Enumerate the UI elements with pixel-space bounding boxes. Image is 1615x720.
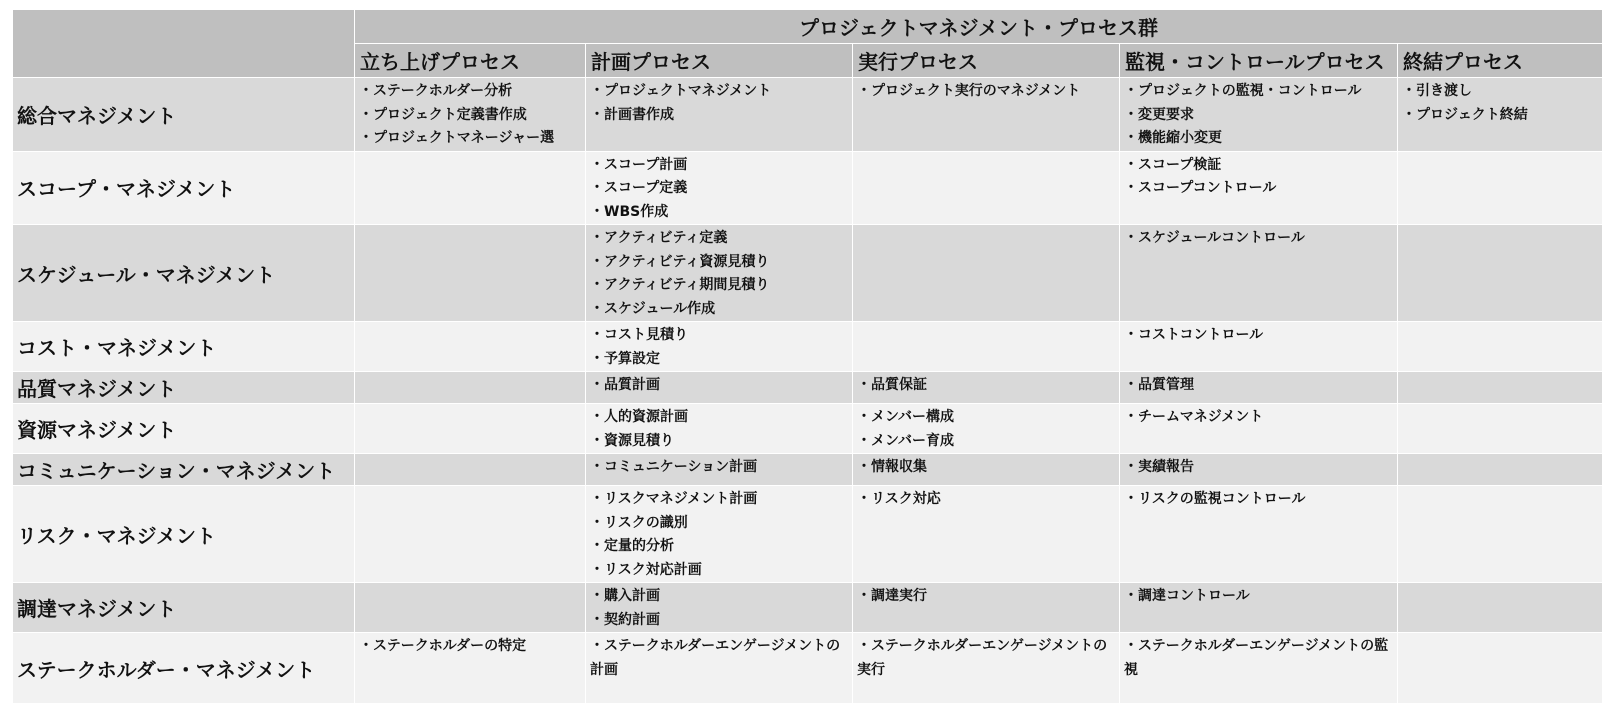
cell-planning	[586, 78, 853, 152]
knowledge-area-label: スケジュール・マネジメント	[13, 225, 355, 322]
cell-monitoring-controlling	[1120, 486, 1398, 583]
process-item: ・情報収集	[857, 459, 927, 475]
process-item: ・スコープコントロール	[1124, 180, 1277, 196]
cell-monitoring-controlling	[1120, 372, 1398, 404]
process-item: ・スコープ検証	[1124, 156, 1222, 173]
process-item: ・定量的分析	[590, 538, 674, 554]
process-item: ・コストコントロール	[1124, 327, 1264, 343]
cell-executing	[853, 583, 1120, 633]
column-header-planning: 計画プロセス	[586, 44, 853, 78]
process-item: ・ステークホルダーエンゲージメントの計画	[590, 638, 841, 678]
process-item: ・ステークホルダー分析	[359, 83, 513, 99]
cell-monitoring-controlling	[1120, 78, 1398, 152]
process-item: ・プロジェクトの監視・コントロール	[1124, 83, 1362, 99]
column-header-initiating: 立ち上げプロセス	[355, 44, 586, 78]
cell-monitoring-controlling	[1120, 151, 1398, 225]
knowledge-area-label: 品質マネジメント	[13, 372, 355, 404]
process-item: ・スコープ計画	[590, 156, 688, 173]
process-item: ・ステークホルダーの特定	[359, 638, 527, 654]
process-item: ・スケジュールコントロール	[1124, 230, 1305, 246]
knowledge-area-label: 調達マネジメント	[13, 583, 355, 633]
process-item: ・リスクの監視コントロール	[1124, 491, 1306, 507]
cell-planning	[586, 372, 853, 404]
cell-executing	[853, 322, 1120, 372]
process-item: ・コスト見積り	[590, 327, 688, 343]
corner-cell	[13, 10, 355, 78]
cell-closing	[1398, 78, 1603, 152]
process-item: ・計画書作成	[590, 106, 674, 123]
cell-monitoring-controlling	[1120, 454, 1398, 486]
table-row	[13, 151, 1603, 225]
process-item: ・購入計画	[590, 588, 660, 604]
table-row	[13, 633, 1603, 704]
cell-initiating	[355, 486, 586, 583]
knowledge-area-label: スコープ・マネジメント	[13, 151, 355, 225]
process-item: ・リスクマネジメント計画	[590, 491, 758, 507]
process-table	[12, 9, 1603, 704]
cell-monitoring-controlling	[1120, 225, 1398, 322]
process-item: ・品質計画	[590, 377, 660, 393]
column-header-executing: 実行プロセス	[853, 44, 1120, 78]
table-row	[13, 372, 1603, 404]
process-item: ・リスク対応	[857, 491, 941, 507]
knowledge-area-label: リスク・マネジメント	[13, 486, 355, 583]
process-group-header: プロジェクトマネジメント・プロセス群	[355, 10, 1603, 44]
table-row	[13, 322, 1603, 372]
cell-planning	[586, 322, 853, 372]
column-header-monitoring-controlling: 監視・コントロールプロセス	[1120, 44, 1398, 78]
cell-planning	[586, 583, 853, 633]
cell-initiating	[355, 583, 586, 633]
table-row	[13, 78, 1603, 152]
process-item: ・アクティビティ資源見積り	[590, 253, 770, 270]
cell-initiating	[355, 78, 586, 152]
cell-executing	[853, 404, 1120, 454]
process-item: ・人的資源計画	[590, 409, 688, 425]
cell-executing	[853, 151, 1120, 225]
cell-executing	[853, 633, 1120, 704]
knowledge-area-label: 資源マネジメント	[13, 404, 355, 454]
process-item: ・スコープ定義	[590, 180, 688, 196]
process-item: ・品質保証	[857, 377, 927, 393]
cell-initiating	[355, 322, 586, 372]
cell-planning	[586, 151, 853, 225]
knowledge-area-label: ステークホルダー・マネジメント	[13, 633, 355, 704]
cell-closing	[1398, 372, 1603, 404]
cell-initiating	[355, 372, 586, 404]
cell-closing	[1398, 404, 1603, 454]
cell-planning	[586, 225, 853, 322]
cell-monitoring-controlling	[1120, 583, 1398, 633]
process-item: ・リスクの識別	[590, 514, 688, 531]
cell-executing	[853, 372, 1120, 404]
cell-closing	[1398, 486, 1603, 583]
cell-closing	[1398, 633, 1603, 704]
process-item: ・メンバー構成	[857, 409, 955, 425]
cell-initiating	[355, 225, 586, 322]
table-row	[13, 454, 1603, 486]
process-item: ・ステークホルダーエンゲージメントの実行	[857, 638, 1108, 678]
process-item: ・リスク対応計画	[590, 561, 702, 578]
cell-monitoring-controlling	[1120, 322, 1398, 372]
cell-closing	[1398, 322, 1603, 372]
knowledge-area-label: 総合マネジメント	[13, 78, 355, 152]
process-item: ・プロジェクト実行のマネジメント	[857, 83, 1081, 99]
cell-initiating	[355, 151, 586, 225]
process-item: ・機能縮小変更	[1124, 130, 1222, 146]
table-body	[13, 78, 1603, 704]
cell-closing	[1398, 454, 1603, 486]
process-item: ・契約計画	[590, 611, 660, 628]
cell-closing	[1398, 151, 1603, 225]
cell-initiating	[355, 454, 586, 486]
column-header-closing: 終結プロセス	[1398, 44, 1603, 78]
process-item: ・プロジェクト定義書作成	[359, 106, 527, 123]
process-item: ・WBS作成	[590, 203, 669, 220]
cell-closing	[1398, 225, 1603, 322]
cell-executing	[853, 454, 1120, 486]
cell-monitoring-controlling	[1120, 633, 1398, 704]
knowledge-area-label: コスト・マネジメント	[13, 322, 355, 372]
table-row	[13, 225, 1603, 322]
process-item: ・プロジェクトマネージャー選	[359, 130, 555, 146]
process-matrix	[12, 9, 1603, 704]
process-item: ・アクティビティ定義	[590, 230, 728, 246]
process-item: ・コミュニケーション計画	[590, 459, 758, 475]
process-item: ・プロジェクトマネジメント	[590, 83, 772, 99]
cell-executing	[853, 486, 1120, 583]
process-item: ・実績報告	[1124, 459, 1194, 475]
cell-initiating	[355, 633, 586, 704]
process-item: ・品質管理	[1124, 377, 1194, 393]
cell-closing	[1398, 583, 1603, 633]
table-row	[13, 486, 1603, 583]
process-item: ・メンバー育成	[857, 432, 955, 449]
process-item: ・チームマネジメント	[1124, 409, 1264, 425]
process-item: ・プロジェクト終結	[1402, 106, 1528, 123]
process-item: ・アクティビティ期間見積り	[590, 277, 770, 293]
process-item: ・資源見積り	[590, 432, 674, 449]
cell-planning	[586, 486, 853, 583]
process-item: ・スケジュール作成	[590, 300, 716, 317]
process-item: ・ステークホルダーエンゲージメントの監視	[1124, 638, 1389, 678]
cell-planning	[586, 404, 853, 454]
cell-executing	[853, 225, 1120, 322]
cell-planning	[586, 633, 853, 704]
knowledge-area-label: コミュニケーション・マネジメント	[13, 454, 355, 486]
process-item: ・変更要求	[1124, 106, 1194, 123]
cell-initiating	[355, 404, 586, 454]
process-item: ・調達実行	[857, 588, 927, 604]
table-row	[13, 404, 1603, 454]
cell-executing	[853, 78, 1120, 152]
process-item: ・予算設定	[590, 350, 660, 367]
cell-planning	[586, 454, 853, 486]
cell-monitoring-controlling	[1120, 404, 1398, 454]
process-item: ・引き渡し	[1402, 83, 1472, 99]
table-row	[13, 583, 1603, 633]
process-item: ・調達コントロール	[1124, 588, 1250, 604]
